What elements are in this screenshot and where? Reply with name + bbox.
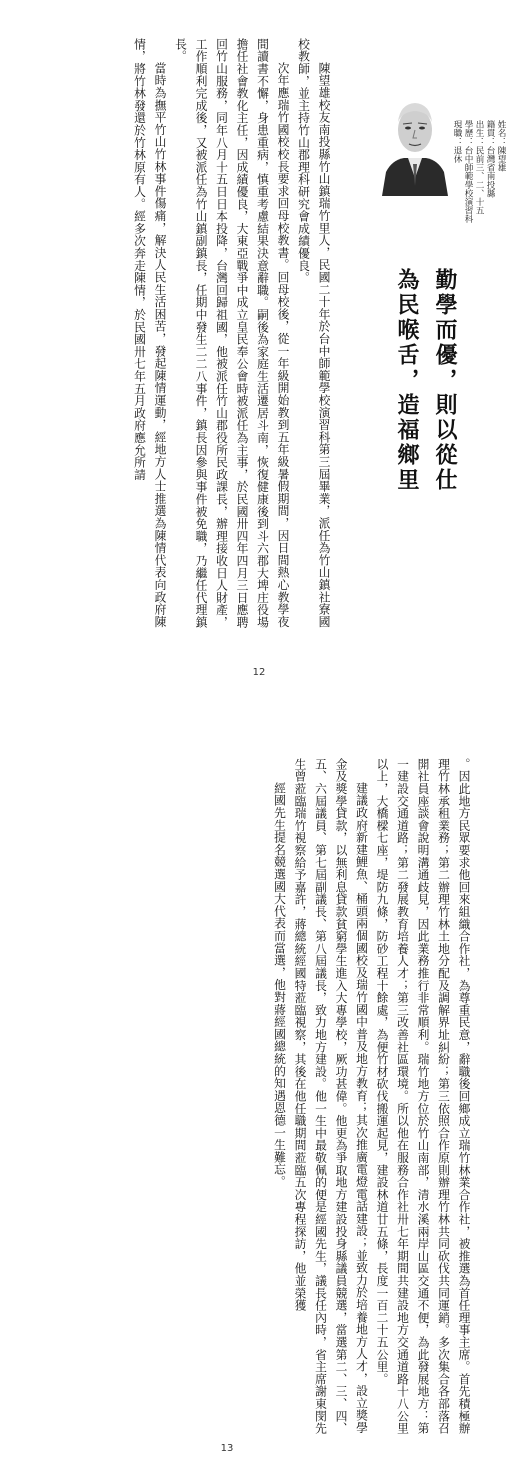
headline-line-2: 為民喉舌，造福鄉里	[394, 268, 420, 493]
headline-line-1: 勤學而優，則以從仕	[432, 268, 458, 493]
profile-name: 姓名：陳望雄	[496, 120, 506, 172]
paragraph: 次年應瑞竹國校校長要求回母校教書。回母校後，從一年級開始教到五年級暑假期間，因日間熱心教學夜間讀書不懈，身患重病，慎重考慮結果決意辭職。嗣後為家庭生活遷居斗南，恢復健康後到斗六郡大埤庄役場擔任社會教化主任，因成績優良，大東亞戰爭中成立皇民奉公會時被派任為主事，於民國卅四年四月三日應聘回竹山服務，同年八月十五日日本投降，台灣回歸祖國，他被派任竹山郡役所民政課長，辦理接收日人財產，工作順利完成後，又被派任為竹山鎮副鎮長，任期中發生二二八事件，鎮長因參與事件被免職，乃繼任代理鎮長。	[173, 38, 290, 629]
page-number: 13	[220, 1443, 234, 1454]
profile-origin: 籍貫：台灣省南投縣	[485, 120, 495, 198]
paragraph: 陳望雄校友南投縣竹山鎮瑞竹里人，民國二十年於台中師範學校演習科第三屆畢業，派任為竹山鎮社寮國校教師，並主持竹山郡理科研究會成績優良。	[296, 38, 331, 628]
profile-education: 學歷：台中師範學校演習科	[463, 120, 473, 224]
page-number: 12	[252, 667, 266, 678]
profile-birth: 出生：民前三、二、十五	[474, 120, 484, 215]
paragraph: 建議政府新建鯉魚、桶頭兩個國校及瑞竹國中普及地方教育；其次推廣電燈電話建設；並致力於培養地方人才，設立獎學金及獎學貸款，以無利息貸款貧窮學生進入大專學校，厥功甚偉。他更為爭取地方建設投身縣議員競選，當選第二、三、四、五、六屆議員、第七屆副議長、第八屆議長，致力地方建設。他一生中最敬佩的便是經國先生，議長任內時，省主席謝東閔先生曾蒞臨瑞竹視察給予嘉許，蔣總統經國特蒞臨視察，其後在他任職期間蒞臨五次專程探訪，他並榮獲	[293, 758, 369, 1435]
headline	[384, 268, 464, 598]
page-13	[0, 712, 518, 1474]
paragraph: 當時為撫平竹山竹林事件傷痛，解決人民生活困苦，發起陳情運動，經地方人士推選為陳情代表向政府陳情，將竹林發還於竹林原有人。經多次奔走陳情，於民國卅七年五月政府應允所請	[132, 38, 167, 628]
profile-position: 現職：退休	[452, 120, 462, 163]
portrait-photo	[380, 86, 450, 196]
article-body	[96, 758, 474, 1442]
page-12	[0, 0, 518, 712]
profile-info	[448, 120, 506, 250]
paragraph: 經國先生提名競選國大代表而當選，他對蔣經國總統的知遇恩德一生難忘。	[272, 781, 287, 1188]
article-body	[28, 38, 334, 638]
paragraph: 。因此地方民眾要求他回來組織合作社，為尊重民意，辭職後回鄉成立瑞竹林業合作社，被推選為首任理事主席。首先積極辦理竹林承租業務；第二辦理竹林土地分配及調解界址糾紛；第三依照合作原則辦理竹林共同砍伐共同運銷。多次集合各部落召開社員座談會說明溝通歧見，因此業務推行非常順利。瑞竹地方位於竹山南部，清水溪兩岸山區交通不便，為此發展地方：第一建設交通道路；第二發展教育培養人才；第三改善社區環境。所以他在服務合作社卅七年期間共建設地方交通道路十八公里以上，大橋樑七座，堤防九條，防砂工程十餘處，為便竹材砍伐搬運起見，建設林道廿五條，長度一百二十五公里。	[375, 758, 471, 1435]
